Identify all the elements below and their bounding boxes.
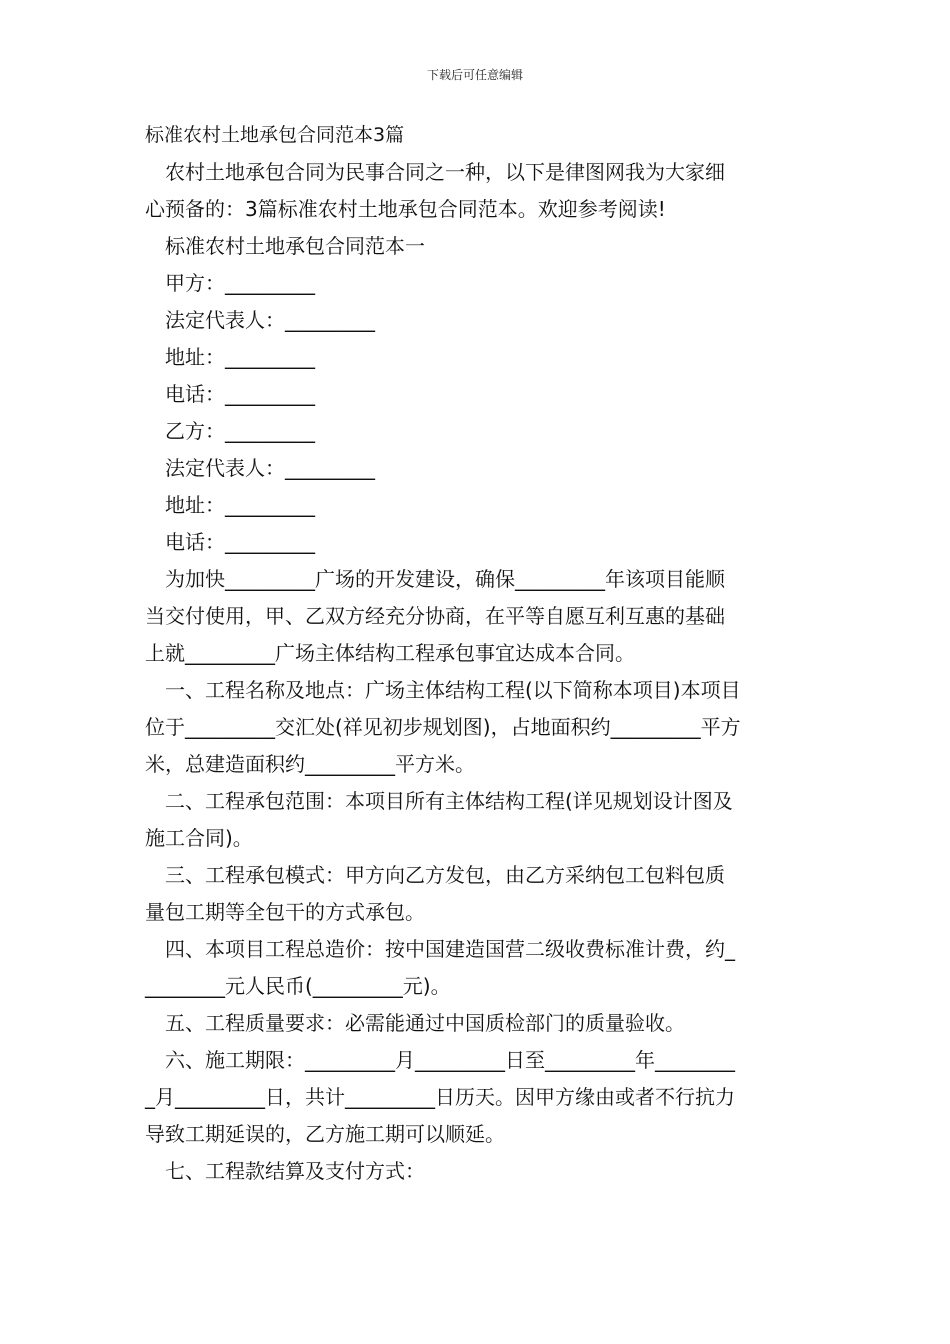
document-title: 标准农村土地承包合同范本3篇	[145, 124, 405, 146]
document-body	[145, 120, 810, 1190]
intro-paragraph-line-1: 农村土地承包合同为民事合同之一种，以下是律图网我为大家细	[165, 160, 725, 184]
clause-4-line-2: ________元人民币(_________元)。	[145, 974, 451, 998]
clause-6-line-3: 导致工期延误的，乙方施工期可以顺延。	[145, 1122, 505, 1146]
clause-2-line-2: 施工合同)。	[145, 826, 253, 850]
party-a-representative-field: 法定代表人：_________	[165, 308, 375, 332]
clause-5-line-1: 五、工程质量要求：必需能通过中国质检部门的质量验收。	[165, 1011, 685, 1035]
clause-7-line-1: 七、工程款结算及支付方式：	[165, 1159, 425, 1183]
clause-3-line-1: 三、工程承包模式：甲方向乙方发包，由乙方采纳包工包料包质	[165, 863, 725, 887]
party-b-field: 乙方：_________	[165, 419, 315, 443]
clause-1-line-2: 位于_________交汇处(祥见初步规划图)，占地面积约_________平方	[145, 715, 741, 739]
party-b-phone-field: 电话：_________	[165, 530, 315, 554]
clause-1-line-3: 米，总建造面积约_________平方米。	[145, 752, 475, 776]
party-b-representative-field: 法定代表人：_________	[165, 456, 375, 480]
preamble-line-2: 当交付使用，甲、乙双方经充分协商，在平等自愿互利互惠的基础	[145, 604, 725, 628]
clause-3-line-2: 量包工期等全包干的方式承包。	[145, 900, 425, 924]
page-header: 下载后可任意编辑	[426, 68, 523, 82]
preamble-line-3: 上就_________广场主体结构工程承包事宜达成本合同。	[145, 641, 635, 665]
preamble-line-1: 为加快_________广场的开发建设，确保_________年该项目能顺	[165, 567, 725, 591]
party-b-address-field: 地址：_________	[165, 493, 315, 517]
clause-6-line-2: _月_________日，共计_________日历天。因甲方缘由或者不行抗力	[145, 1085, 735, 1109]
intro-paragraph-line-2: 心预备的：3篇标准农村土地承包合同范本。欢迎参考阅读!	[145, 197, 666, 221]
contract-subtitle: 标准农村土地承包合同范本一	[165, 234, 425, 258]
clause-1-line-1: 一、工程名称及地点：广场主体结构工程(以下简称本项目)本项目	[165, 678, 741, 702]
clause-2-line-1: 二、工程承包范围：本项目所有主体结构工程(详见规划设计图及	[165, 789, 733, 813]
party-a-field: 甲方：_________	[165, 271, 315, 295]
party-a-address-field: 地址：_________	[165, 345, 315, 369]
clause-4-line-1: 四、本项目工程总造价：按中国建造国营二级收费标准计费，约_	[165, 937, 735, 961]
party-a-phone-field: 电话：_________	[165, 382, 315, 406]
clause-6-line-1: 六、施工期限：_________月_________日至_________年________	[165, 1048, 735, 1072]
